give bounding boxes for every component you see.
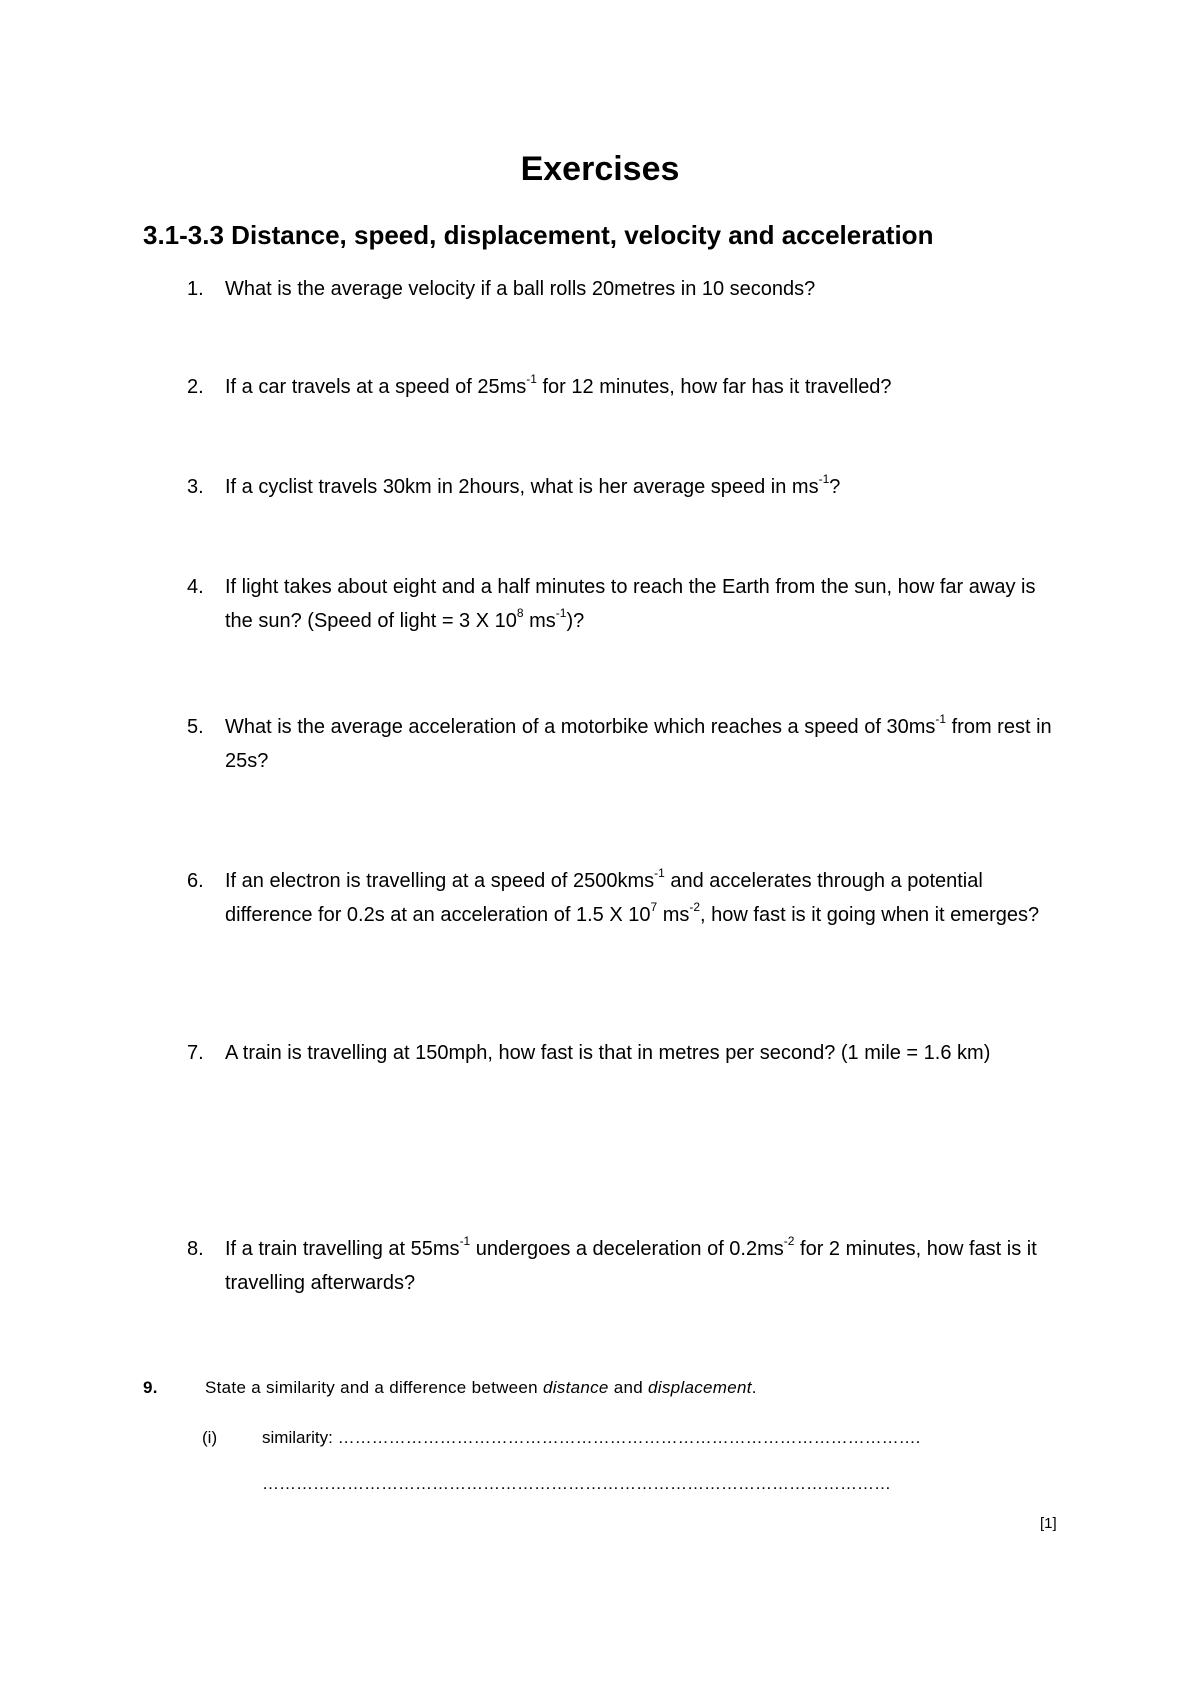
question-2	[187, 370, 1067, 404]
sub-question-i	[202, 1424, 920, 1452]
question-5	[187, 710, 1067, 778]
question-text: State a similarity and a difference between distance and displacement.	[205, 1378, 757, 1397]
question-text: What is the average acceleration of a motorbike which reaches a speed of $30ms^{-1}$ from rest in 25s?	[225, 712, 1052, 772]
question-text: If a car travels at a speed of $25ms^{-1}$ for 12 minutes, how far has it travelled?	[225, 372, 892, 398]
question-number: 8.	[187, 1238, 204, 1260]
question-4	[187, 570, 1067, 638]
answer-line[interactable]: …………………………………………………………………………………………………	[262, 1474, 891, 1493]
question-text: If a train travelling at $55ms^{-1}$ undergoes a deceleration of $0.2ms^{-2}$ for 2 minutes, how fast is it travelling afterwards?	[225, 1234, 1037, 1294]
question-text: If light takes about eight and a half minutes to reach the Earth from the sun, how far away is the sun? (Speed of light = 3 X $10^8$ $ms^{-1}$)?	[225, 576, 1036, 632]
page-title: Exercises	[520, 150, 680, 188]
sub-question-prompt: similarity:	[262, 1428, 333, 1447]
question-number: 6.	[187, 870, 204, 892]
question-7	[187, 1036, 1067, 1070]
question-1	[187, 272, 1067, 306]
marks-label: [1]	[1040, 1515, 1057, 1532]
question-number: 4.	[187, 576, 204, 598]
question-text: What is the average velocity if a ball rolls 20metres in 10 seconds?	[225, 278, 816, 300]
answer-line[interactable]: ………………………………………………………………………………………….	[337, 1428, 921, 1447]
question-number: 2.	[187, 376, 204, 398]
question-number: 5.	[187, 716, 204, 738]
question-number: 9.	[143, 1378, 158, 1397]
question-number: 3.	[187, 476, 204, 498]
sub-question-label: (i)	[202, 1428, 218, 1447]
question-text: A train is travelling at 150mph, how fast is that in metres per second? (1 mile = 1.6 km)	[225, 1042, 991, 1064]
question-text: If an electron is travelling at a speed of 2500kms$^{-1}$ and accelerates through a potential difference for 0.2s at an acceleration of 1.5 X $10^7$ $ms^{-2}$, how fast is it going when it emerges?	[225, 866, 1040, 926]
section-heading: 3.1-3.3 Distance, speed, displacement, velocity and acceleration	[143, 220, 934, 250]
question-9	[143, 1374, 757, 1402]
question-6	[187, 864, 1067, 932]
question-number: 7.	[187, 1042, 204, 1064]
question-text: If a cyclist travels 30km in 2hours, what is her average speed in $ms^{-1}$?	[225, 472, 841, 498]
question-8	[187, 1232, 1067, 1300]
question-3	[187, 470, 1067, 504]
question-number: 1.	[187, 278, 204, 300]
